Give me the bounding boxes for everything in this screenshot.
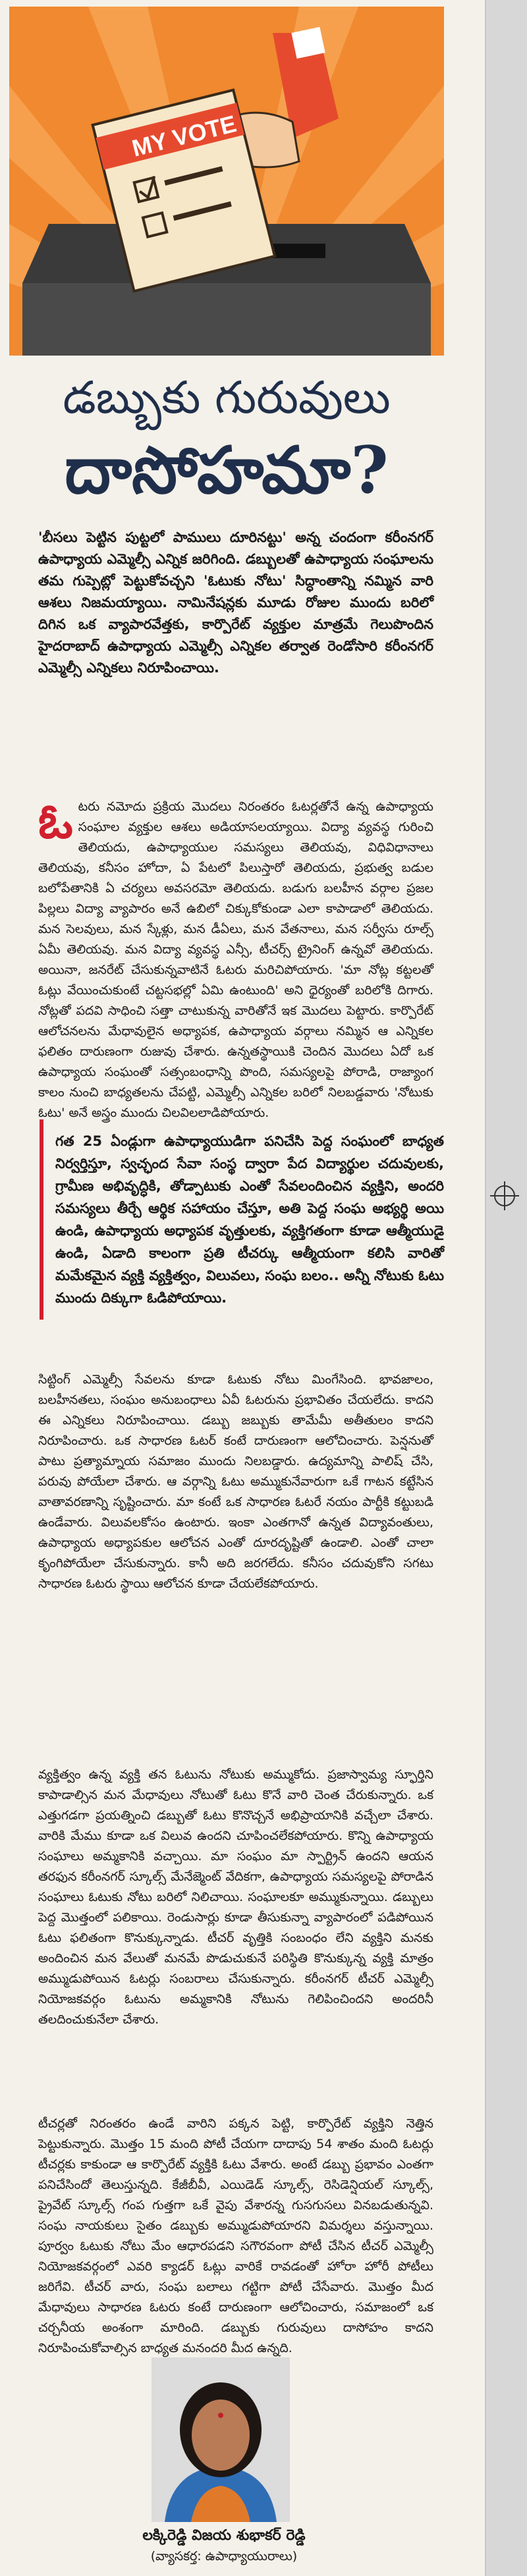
author-photo — [152, 2357, 290, 2522]
headline-line-2: దాసోహమా? — [65, 433, 389, 508]
ballot-box-icon — [9, 7, 444, 356]
ballot-label: MY VOTE — [129, 109, 239, 162]
intro-paragraph: 'బీసలు పెట్టిన పుట్టలో పాములు దూరినట్టు' అన్న చందంగా కరీంనగర్ ఉపాధ్యాయ ఎమ్మెల్సీ ఎన్నిక జరిగింది. డబ్బులతో ఉపాధ్యాయ సంఘాలను తమ గుప్పెట్లో పెట్టుకోవచ్చని 'ఓటుకు నోటు' సిద్ధాంతాన్ని నమ్మిన వారి ఆశలు నిజమయ్యాయి. నామినేషన్లకు మూడు రోజుల ముందు బరిలో దిగిన ఒక వ్యాపారవేత్తకు, కార్పొరేట్ వ్యక్తుల మాత్రమే గెలుపొందిన హైదరాబాద్ ఉపాధ్యాయ ఎమ్మెల్సీ ఎన్నికల తర్వాత రెండోసారి కరీంనగర్ ఎమ్మెల్సీ ఎన్నికలు నిరూపించాయి. — [38, 529, 433, 676]
drop-cap: ఓ — [38, 793, 73, 849]
body-paragraph-1 — [38, 793, 433, 1123]
body-paragraph-1-text: టరు నమోదు ప్రక్రియ మొదలు నిరంతరం ఓటర్లతోనే ఉన్న ఉపాధ్యాయ సంఘాల వ్యక్తుల ఆశలు అడియాసలయ్యాయి. విద్యా వ్యవస్థ గురించి తెలియదు, ఉపాధ్యాయుల సమస్యలు తెలియవు, విధివిధానాలు తెలియవు, కనీసం హోదా, ఏ పేటలో పిలుస్తారో తెలియదు, ప్రభుత్వ బడుల బలోపేతానికి ఏ చర్యలు అవసరమో తెలియదు. బడుగు బలహీన వర్గాల ప్రజల పిల్లలు విద్యా వ్యాపారం అనే ఉబిలో చిక్కుకోకుండా ఎలా కాపాడాలో తెలియదు. మన సెలవులు, మన స్కేళ్లు, మన డీఏలు, మన వేతనాలు, మన సర్వీసు రూల్స్ ఏమీ తెలియవు. మన విద్యా వ్యవస్థ ఎన్సీ, టీచర్స్ ట్రైనింగ్ ఉన్నవో తెలియదు. అయినా, జనరేట్ చేసుకున్నవాటినే ఓటరు మరిచిపోయారు. 'మా నోట్ల కట్టలతో ఓట్లు వేయించుకుంటే చట్టసభల్లో ఏమి ఉంటుంది' అని ధైర్యంతో బరిలోకి దిగారు. నోట్లతో పదవి సాధించి సత్తా చాటుకున్న వారితోనే ఇక మొదలు పెట్టారు. కార్పొరేట్ ఆలోచనలను మేధావులైన అధ్యాపక, ఉపాధ్యాయ వర్గాలు నమ్మిన ఆ ఎన్నికల ఫలితం దారుణంగా రుజువు చేశారు. ఉన్నతస్థాయికి చెందిన మొదలు ఏదో ఒక ఉపాధ్యాయ సంఘంతో సత్సంబంధాన్ని పొంది, సమస్యలపై పోరాడి, రాజ్యాంగ కాలం నుంచి బాధ్యతలను చేపట్టి, ఎమ్మెల్సీ ఎన్నికల బరిలో నిలబడ్డవారు 'నోటుకు ఓటు' అనే అస్త్రం ముందు చిలవిలలాడిపోయారు. — [38, 799, 433, 1120]
page-margin — [486, 0, 527, 2576]
author-role: (వ్యాసకర్త: ఉపాధ్యాయురాలు) — [150, 2549, 298, 2563]
headline-line-1: డబ్బుకు గురువులు — [63, 372, 391, 424]
margin-divider — [485, 0, 486, 2576]
author-byline — [119, 2525, 329, 2566]
hero-illustration — [9, 7, 444, 356]
body-paragraph-2: సిట్టింగ్ ఎమ్మెల్సీ సేవలను కూడా ఓటుకు నోటు మింగేసింది. భావజాలం, బలహీనతలు, సంఘం అనుబంధాలు ఏవీ ఓటరును ప్రభావితం చేయలేదు. కాదని ఈ ఎన్నికలు నిరూపించాయి. డబ్బు జబ్బుకు తామేమీ అతీతులం కాదని నిరూపించారు. ఒక సాధారణ ఓటర్ కంటే దారుణంగా ఆలోచించారు. పెన్షనుతో పాటు ప్రత్యామ్నాయ సమాజం ముందు నిలబడ్డారు. ఉద్యమాన్ని పాలిష్ చేసి, పరువు పోయేలా చేశారు. ఆ వర్గాన్ని ఓటు అమ్ముకునేవారుగా ఒకే గాటన కట్టేసిన వాతావరణాన్ని సృష్టించారు. మా కంటే ఒక సాధారణ ఓటరే నయం పార్టీకి కట్టుబడి ఉండేవారు. విలువలకోసం ఉంటారు. ఇంకా ఎంతగానో ఉన్నత విద్యావంతులు, ఉపాధ్యాయ అధ్యాపకుల ఆలోచన ఎంతో దూరదృష్టితో ఉండాలి. ఎంతో చాలా కృంగిపోయేలా చేసుకున్నారు. కానీ అది జరగలేదు. కనీసం చదువుకోని సగటు సాధారణ ఓటరు స్థాయి ఆలోచన కూడా చేయలేకపోయారు. — [38, 1372, 433, 1591]
author-name: లక్కిరెడ్డి విజయ శుభాకర్ రెడ్డి — [142, 2527, 306, 2544]
pull-quote: గత 25 ఏండ్లుగా ఉపాధ్యాయుడిగా పనిచేసి పెద్ద సంఘంలో బాధ్యత నిర్వర్తిస్తూ, స్వచ్ఛంద సేవా సంస్థ ద్వారా పేద విద్యార్థుల చదువులకు, గ్రామీణ అభివృద్ధికి, తోడ్పాటుకు ఎంతో సేవలందించిన వ్యక్తిని, అందరి సమస్యలు తీర్చే ఆర్థిక సహాయం చేస్తూ, అతి పెద్ద సంఘ అభ్యర్థి అయి ఉండి, ఉపాధ్యాయ అధ్యాపక వృత్తులకు, వ్యక్తిగతంగా కూడా ఆత్మీయుడై ఉండి, ఏడాది కాలంగా ప్రతి టీచర్కు ఆత్మీయంగా కలిసి వారితో మమేకమైన వ్యక్తి వ్యక్తిత్వం, విలువలు, సంఘ బలం.. అన్నీ నోటుకు ఓటు ముందు దిక్కుగా ఓడిపోయాయి. — [40, 1119, 456, 1320]
headline — [9, 365, 444, 510]
registration-mark-icon — [494, 1185, 515, 1206]
body-paragraph-3: వ్యక్తిత్వం ఉన్న వ్యక్తి తన ఓటును నోటుకు అమ్ముకోదు. ప్రజాస్వామ్య స్ఫూర్తిని కాపాడాల్సిన మన మేధావులు నోటుతో ఓటు కొనే వారి చెంత చేరుకున్నారు. ఒక ఎత్తుగడగా ప్రయత్నించి డబ్బుతో ఓటు కొనొచ్చనే అభిప్రాయానికి వచ్చేలా చేశారు. వారికి మేము కూడా ఒక విలువ ఉందని చూపించలేకపోయారు. కొన్ని ఉపాధ్యాయ సంఘాలు అమ్మకానికి వచ్చాయి. మా సంఘం మా స్పార్ట్రిన్ ఉందని ఆయన తరఫున కరీంనగర్ స్కూల్స్ మేనేజ్మెంట్ వేదికగా, ఉపాధ్యాయ సమస్యలపై పోరాడిన సంఘాలు ఓటుకు నోటు బరిలో నిలిచాయి. సంఘాలకూ అమ్ముకున్నాయి. డబ్బులు పెద్ద మొత్తంలో పలికాయి. రెండుసార్లు కూడా తీసుకున్నా వ్యాపారంలో పడిపోయిన ఓటు ఫలితంగా కొనుక్కున్నాడు. టీచర్ వృత్తికి సంబంధం లేని వ్యక్తిని మనకు అందించిన మన వేలుతో మనమే పొడుచుకునే పరిస్థితి కొనుక్కున్న వ్యక్తి మాత్రం అమ్ముడుపోయిన ఓటర్లు సంబరాలు చేసుకున్నారు. కరీంనగర్ టీచర్ ఎమ్మెల్సీ నియోజకవర్గం ఓటును అమ్మకానికి నోటును గెలిపించిందని అందరినీ తలదించుకునేలా చేశారు. — [38, 1767, 433, 2027]
body-paragraph-4: టీచర్లతో నిరంతరం ఉండే వారిని పక్కన పెట్టి, కార్పొరేట్ వ్యక్తిని నెత్తిన పెట్టుకున్నారు. మొత్తం 15 మంది పోటీ చేయగా దాదాపు 54 శాతం మంది ఓటర్లు టీచర్లకు కాకుండా ఆ కార్పొరేట్ వ్యక్తికి ఓటు వేశారు. అంటే డబ్బు ప్రభావం ఎంతగా పనిచేసిందో తెలుస్తున్నది. కేజీబీవీ, ఎయిడెడ్ స్కూల్స్, రెసిడెన్షియల్ స్కూల్స్, ప్రైవేట్ స్కూల్స్ గంప గుత్తగా ఒకే వైపు వేశారన్న గుసగుసలు వినబడుతున్నవి. సంఘ నాయకులు సైతం డబ్బుకు అమ్ముడుపోయారని విమర్శలు వస్తున్నాయి. పూర్వం ఓటుకు నోటు మేం ఆధారపడని సగౌరవంగా పోటీ చేసిన టీచర్ ఎమ్మెల్సీ నియోజకవర్గంలో ఎవరి క్యాడర్ ఓట్లు వారికే రావడంతో హోరా హోరీ పోటీలు జరిగేవి. టీచర్ వారు, సంఘ బలాలు గట్టిగా పోటీ చేసేవారు. మొత్తం మీద మేధావులు సాధారణ ఓటరు కంటే దారుణంగా ఆలోచించారు, సమాజంలో ఒక చర్చనీయ అంశంగా మారింది. డబ్బుకు గురువులు దాసోహం కాదని నిరూపించుకోవాల్సిన బాధ్యత మనందరి మీద ఉన్నది. — [38, 2116, 433, 2355]
